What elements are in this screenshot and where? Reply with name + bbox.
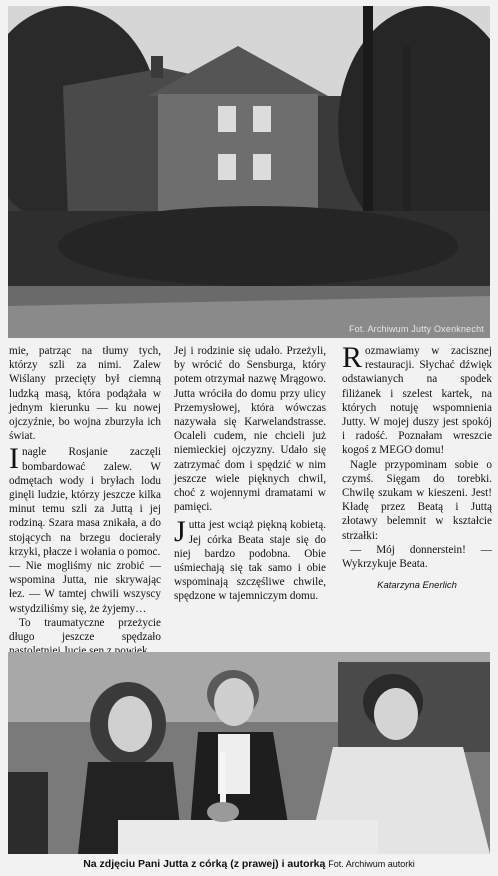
house-photo [8, 6, 490, 338]
drop-cap: R [342, 341, 363, 374]
author-name: Katarzyna Enerlich [377, 580, 457, 592]
paragraph: Jej i rodzinie się udało. Przeżyli, by wrócić do Sensburga, który potem otrzymał nazwę Mrągowo. Jutta wróciła do domu przy ulicy Przemysłowej, która wówczas nazywała się Karwelandstrasse. Ocaleli cudem, nie chcieli już niemieckiej ojczyzny. Udało się zatrzymać dom i spędzić w nim jeszcze wiele pięknych chwil, choć z wojennymi dramatami w pamięci. [174, 345, 326, 514]
paragraph: Nagle przypominam sobie o czymś. Sięgam do torebki. Chwilę szukam w kieszeni. Jest! Kładę przez Beatą i Juttą złotawy belemnit w kształcie strzałki: [342, 458, 492, 542]
article-column-3 [342, 341, 492, 593]
drop-cap: J [174, 515, 186, 549]
house-illustration [8, 6, 490, 338]
paragraph-text: nagle Rosjanie zaczęli bombardować zalew. W odmętach wody i bryłach lodu ginęli ludzie, którzy jeszcze kilka minut temu szli za Juttą i jej rodziną. Szara masa znikała, a do stojących na brzegu docierały krzyki, płacze i wołania o pomoc. [9, 446, 161, 558]
paragraph [174, 515, 326, 603]
paragraph-text: ozmawiamy w zacisznej restauracji. Słychać dźwięk odstawianych na spodek filiżanek i szelest kartek, na których notuję wspomnienia Jutty. W mojej duszy jest spokój i radość. Poznałam wreszcie kogoś z MEGO domu! [342, 345, 492, 457]
paragraph: To traumatyczne przeżycie długo jeszcze spędzało [9, 616, 161, 644]
restaurant-photo [8, 652, 490, 854]
women-at-table-illustration [8, 652, 490, 854]
paragraph-text: utta jest wciąż piękną kobietą. Jej córka Beata staje się do niej bardzo podobna. Obie uśmiechają się tak samo i obie wspominają szczęśliwe chwile, spędzone w tajemniczym domu. [174, 519, 326, 603]
paragraph [9, 442, 161, 559]
paragraph: — Nie mogliśmy nic zrobić — wspomina Jutta, nie skrywając łez. — W tamtej chwili wszyscy wstydziliśmy się, że żyjemy… [9, 560, 161, 615]
bottom-photo-credit: Fot. Archiwum autorki [328, 859, 415, 869]
article-column-1 [9, 344, 161, 658]
article-column-2 [174, 344, 326, 604]
paragraph: mie, patrząc na tłumy tych, którzy szli za nimi. Zalew Wiślany przecięty był ciemną ludzką masą, która podążała w jednym kierunku — ku nowej ojczyźnie, bo wojna zburzyła ich świat. [9, 345, 161, 443]
paragraph: — Mój donnerstein! — Wykrzykuje Beata. [342, 543, 492, 571]
top-photo-credit: Fot. Archiwum Jutty Oxenknecht [348, 324, 484, 334]
paragraph [342, 341, 492, 458]
caption-text: Na zdjęciu Pani Jutta z córką (z prawej) i autorką [83, 858, 326, 870]
drop-cap: I [9, 442, 19, 476]
photo-caption [0, 858, 498, 870]
